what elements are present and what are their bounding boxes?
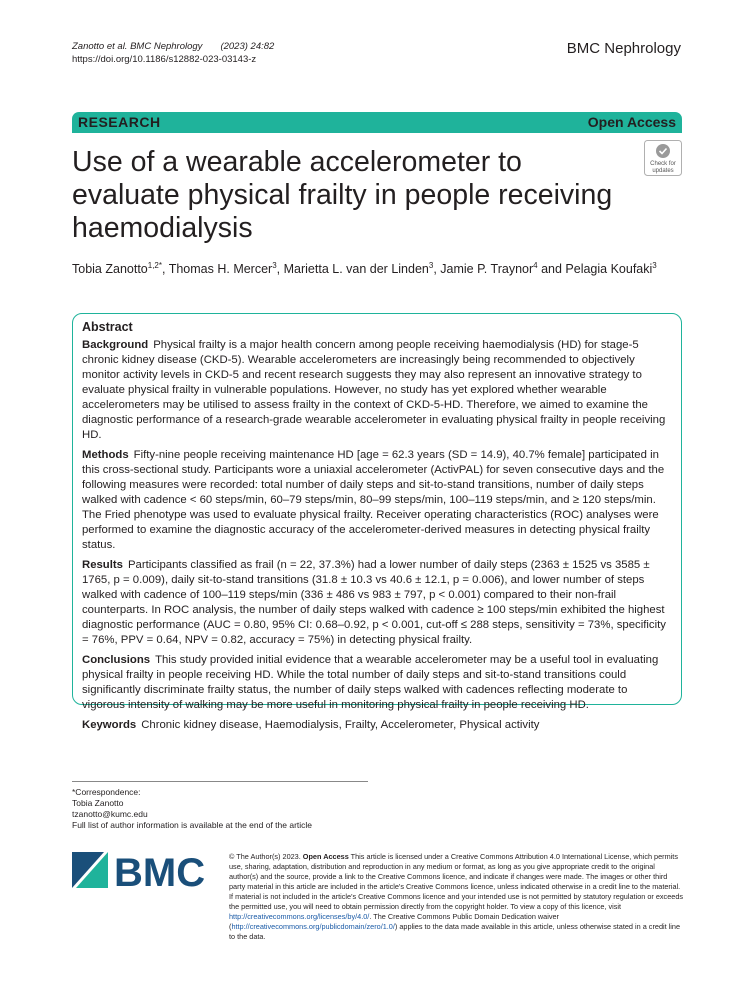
section-label: Methods bbox=[82, 449, 129, 461]
license-text-3: ) applies to the data made available in this article, unless otherwise stated in a credit line to the data. bbox=[229, 922, 681, 941]
section-text: Fifty-nine people receiving maintenance HD [age = 62.3 years (SD = 14.9), 40.7% female] participated in this cross-sectional study. Participants wore a uniaxial accelerometer (ActivPAL) for seven consecutive days and the following measures were recorded: total number of daily steps and sit-to-stand transitions, number of daily steps walked with cadence < 60 steps/min, 60–79 steps/min, 80–99 steps/min, 100–119 steps/min, and ≥ 120 steps/min. The Fried phenotype was used to evaluate physical frailty. Receiver operating characteristics (ROC) analyses were performed to examine the diagnostic accuracy of the accelerometer-derived measures in detecting physical frailty status. bbox=[82, 449, 665, 551]
abstract-heading: Abstract bbox=[82, 320, 133, 334]
section-label: Conclusions bbox=[82, 654, 151, 666]
author-affiliation: 3 bbox=[652, 261, 657, 270]
abstract-background bbox=[82, 338, 672, 443]
bmc-logo-text: BMC bbox=[114, 851, 206, 892]
section-label: Keywords bbox=[82, 719, 137, 731]
author-separator: , bbox=[161, 262, 169, 277]
journal-name: BMC Nephrology bbox=[566, 40, 681, 57]
section-text: Physical frailty is a major health concern among people receiving haemodialysis (HD) for stage-5 chronic kidney disease (CKD-5). Wearable accelerometers are increasingly being recommended to objectively monitor activity levels in CKD-5 and recent research suggests they may also represent an innovative strategy to evaluate physical frailty in vulnerable populations. However, no study has yet explored whether wearable accelerometers may be utilised to assess frailty in the context of CKD-5-HD. Therefore, we aimed to examine the diagnostic performance of a research-grade wearable accelerometer in evaluating physical frailty in people receiving HD. bbox=[82, 339, 666, 441]
license-statement bbox=[229, 852, 684, 942]
bmc-logo bbox=[72, 848, 212, 892]
author-name[interactable]: Thomas H. Mercer bbox=[168, 262, 273, 277]
abstract-results bbox=[82, 558, 672, 648]
running-header bbox=[72, 40, 274, 66]
author-separator: , bbox=[276, 262, 284, 277]
license-text-2: . The Creative Commons Public Domain Dedication waiver ( bbox=[229, 912, 559, 931]
section-text: Participants classified as frail (n = 22, 37.3%) had a lower number of daily steps (2363 ± 1525 vs 3585 ± 1765, p = 0.009), daily sit-to-stand transitions (31.8 ± 10.3 vs 40.6 ± 12.1, p = 0.006), and lower number of steps walked with cadence of 100–119 steps/min (336 ± 486 vs 983 ± 797, p < 0.001) compared to their non-frail counterparts. In ROC analysis, the number of daily steps walked with cadence ≥ 100 steps/min exhibited the highest diagnostic performance (AUC = 0.80, 95% CI: 0.68–0.92, p < 0.001, cut-off ≤ 288 steps, sensitivity = 73%, specificity = 76%, PPV = 0.64, NPV = 0.82, accuracy = 75%) in detecting physical frailty. bbox=[82, 559, 666, 646]
author-name[interactable]: Tobia Zanotto bbox=[72, 262, 148, 277]
author-name[interactable]: Marietta L. van der Linden bbox=[283, 262, 429, 277]
check-for-updates-badge[interactable] bbox=[644, 140, 682, 176]
article-title: Use of a wearable accelerometer to evaluate physical frailty in people receiving haemodialysis bbox=[72, 146, 613, 244]
section-label: Background bbox=[82, 339, 149, 351]
open-access-text: Open Access bbox=[302, 852, 349, 861]
correspondence-label: *Correspondence: bbox=[72, 787, 141, 797]
section-text: This study provided initial evidence that a wearable accelerometer may be a useful tool in evaluating physical frailty in people receiving HD. While the total number of daily steps and sit-to-stand transitions could significantly discriminate frailty status, the number of daily steps walked with cadences reflecting moderate to vigorous intensity of walking may be more useful in monitoring physical frailty in people receiving HD. bbox=[82, 654, 659, 711]
citation-year: (2023) 24:82 bbox=[220, 41, 275, 52]
section-text: Chronic kidney disease, Haemodialysis, Frailty, Accelerometer, Physical activity bbox=[141, 719, 540, 731]
abstract-box bbox=[72, 313, 682, 731]
abstract-conclusions bbox=[82, 653, 672, 713]
check-for-updates-icon bbox=[644, 140, 682, 176]
article-type-banner bbox=[72, 112, 682, 133]
author-name[interactable]: Pelagia Koufaki bbox=[565, 262, 653, 277]
bmc-logo-icon bbox=[72, 848, 212, 892]
abstract-keywords bbox=[82, 718, 672, 733]
license-text-1: This article is licensed under a Creative Commons Attribution 4.0 International License, which permits use, sharing, adaptation, distribution and reproduction in any medium or format, as long as you give appropriate credit to the original author(s) and the source, provide a link to the Creative Commons licence, and indicate if changes were made. The images or other third party material in this article are included in the article's Creative Commons licence, unless indicated otherwise in a credit line to the material. If material is not included in the article's Creative Commons licence and your intended use is not permitted by statutory regulation or exceeds the permitted use, you will need to obtain permission directly from the copyright holder. To view a copy of this licence, visit bbox=[229, 852, 684, 911]
license-url-link[interactable]: http://creativecommons.org/licenses/by/4.0/ bbox=[229, 912, 370, 921]
open-access-label: Open Access bbox=[587, 114, 676, 130]
citation-authors: Zanotto et al. BMC Nephrology bbox=[72, 41, 203, 52]
author-list bbox=[72, 258, 692, 277]
abstract-methods bbox=[82, 448, 672, 553]
correspondence-name: Tobia Zanotto bbox=[72, 798, 124, 808]
author-affiliation: 3 bbox=[428, 261, 434, 270]
article-type-label: RESEARCH bbox=[78, 114, 161, 130]
check-for-updates-line1: Check for bbox=[650, 161, 676, 167]
author-name[interactable]: Jamie P. Traynor bbox=[440, 262, 534, 277]
correspondence-footnote bbox=[72, 781, 368, 831]
check-for-updates-line2: updates bbox=[652, 168, 674, 174]
author-separator: , bbox=[433, 262, 441, 277]
author-separator: and bbox=[537, 262, 566, 277]
correspondence-email[interactable]: tzanotto@kumc.edu bbox=[72, 809, 148, 819]
public-domain-url-link[interactable]: http://creativecommons.org/publicdomain/zero/1.0/ bbox=[231, 922, 395, 931]
section-label: Results bbox=[82, 559, 123, 571]
author-affiliation: 3 bbox=[272, 261, 277, 270]
author-affiliation: 4 bbox=[533, 261, 538, 270]
author-info-note: Full list of author information is available at the end of the article bbox=[72, 820, 313, 830]
doi-link[interactable]: https://doi.org/10.1186/s12882-023-03143-z bbox=[72, 54, 257, 65]
copyright-text: © The Author(s) 2023. bbox=[229, 852, 301, 861]
author-affiliation: 1,2* bbox=[147, 261, 162, 270]
